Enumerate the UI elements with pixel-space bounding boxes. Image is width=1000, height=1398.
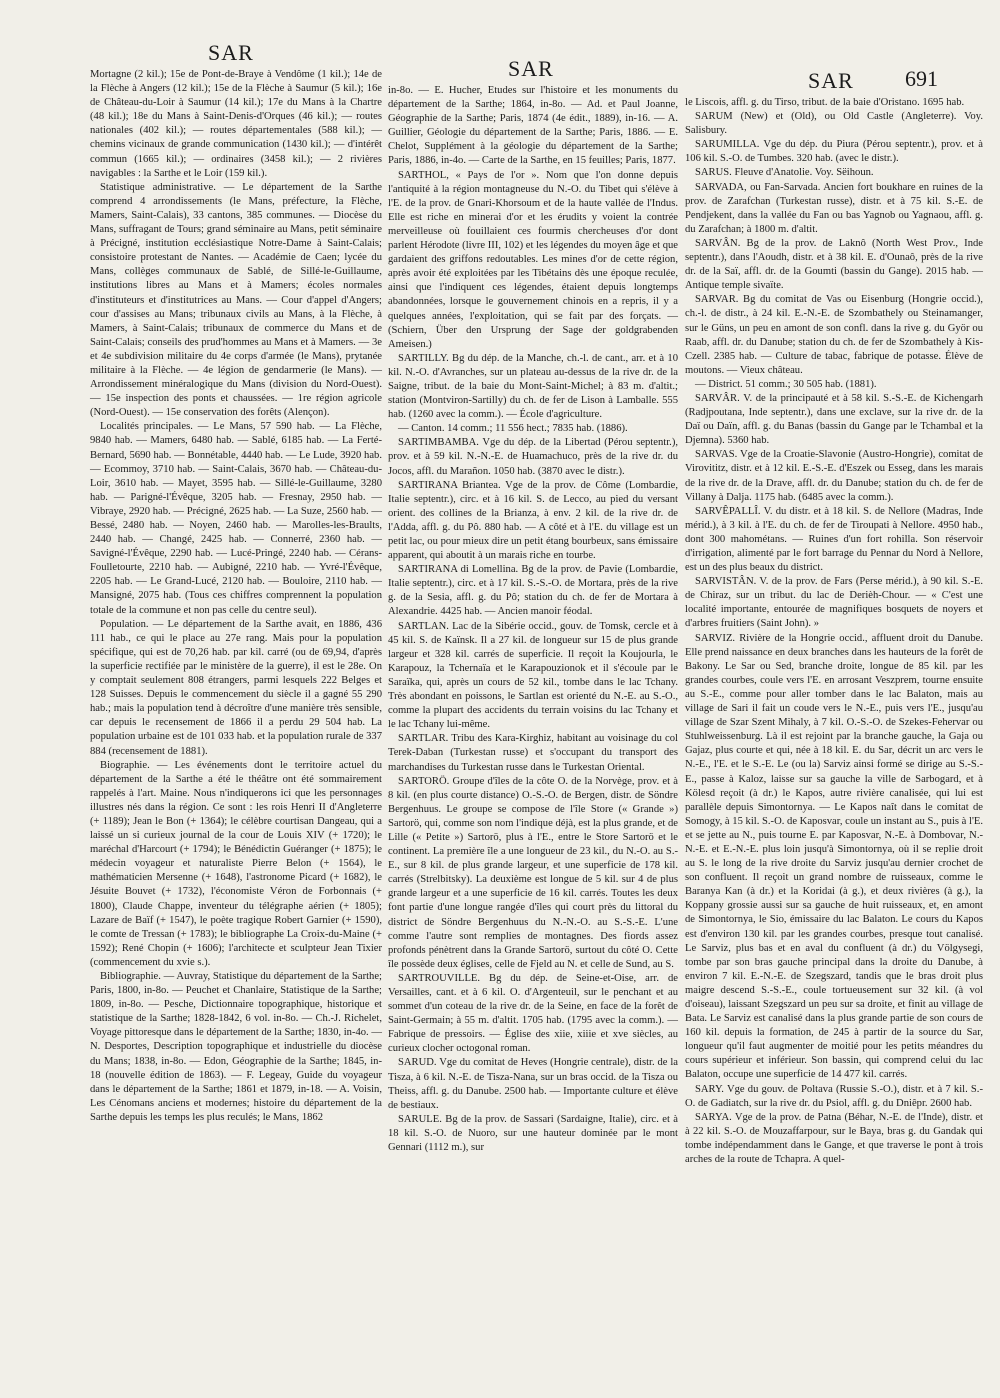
article-paragraph: SARVÂR. V. de la principauté et à 58 kil. S.-S.-E. de Kichengarh (Radjpoutana, Inde septentr.), dans une exclave, sur la rive dr. de la Daï ou Daïn, affl. g. du Banas (bassin du Gange par le Tchambal et la Djemna). 5360 hab. xyxy=(685,392,983,447)
article-paragraph: Statistique administrative. — Le département de la Sarthe comprend 4 arrondissements (le Mans, préfecture, la Flèche, Mamers, Saint-Calais), 33 cantons, 385 communes. — Diocèse du Mans, suffragant de Tours; grand séminaire au Mans, petit séminaire à Précigné, institution ecclésiastique Notre-Dame à Saint-Calais; consistoire protestant de Nantes. — Académie de Caen; lycée du Mans, collèges communaux de Sablé, de Sillé-le-Guillaume, institutions libres au Mans et à Mamers; écoles normales d'instituteurs et d'institutrices au Mans. — Cour d'appel d'Angers; cour d'assises au Mans; tribunaux civils au Mans, à la Flèche, à Mamers, à Saint-Calais; tribunaux de commerce du Mans et de Saint-Calais; conseils des prud'hommes au Mans et à Mamers. — 3e et 4e subdivision militaire du 4e corps d'armée (le Mans), prytanée militaire à la Flèche. — 4e légion de gendarmerie (le Mans). — Arrondissement minéralogique du Mans (division du Nord-Ouest). — 15e inspection des ponts et chaussées. — 1re région agricole (Nord-Ouest). — 15e conservation des forêts (Alençon). xyxy=(90,181,382,419)
article-paragraph: SARULE. Bg de la prov. de Sassari (Sardaigne, Italie), circ. et à 18 kil. S.-O. de Nuoro, sur une hauteur dominée par le mont Gennari (1112 m.), sur xyxy=(388,1113,678,1154)
article-paragraph: — Canton. 14 comm.; 11 556 hect.; 7835 hab. (1886). xyxy=(398,423,628,435)
article-paragraph: SARTLAR. Tribu des Kara-Kirghiz, habitant au voisinage du col Terek-Daban (Turkestan russe) et s'occupant du transport des marchandises du Turkestan russe dans le Turkestan Oriental. xyxy=(388,733,678,773)
center-running-head: SAR xyxy=(508,56,554,81)
article-paragraph: SARTORÖ. Groupe d'îles de la côte O. de la Norvège, prov. et à 8 kil. (en plus courte distance) O.-S.-O. de Bergen, distr. de Söndre Bergenhuus. Le groupe se compose de l'île Store (« Grande ») Sartorö, qui, comme son nom l'indique déjà, est la plus grande, et de Lille (« Petite ») Sartorö, plus à l'E., entre le Store Sartorö et le continent. La première île a une longueur de 23 kil., du N.-O. au S.-E., sur 8 kil. de plus grande largeur, et une superficie de 178 kil. carrés (Strelbitsky). La deuxième est longue de 5 kil. sur 4 de plus grande largeur et a une superficie de 16 kil. carrés. Toutes les deux font partie d'une longue rangée d'îles qui court près du littoral du district de Söndre Bergenhuus du N.-N.-O. au S.-S.-E. L'une comme l'autre sont remplies de montagnes. Des fiords assez profonds pénètrent dans la Grande Sartorö, surtout du côté O. Cette île possède deux églises, celle de Fjeld au N. et celle de Sund, au S. xyxy=(388,775,678,970)
article-paragraph: SARUM (New) et (Old), ou Old Castle (Angleterre). Voy. Salisbury. xyxy=(685,111,983,137)
article-paragraph: in-8o. — E. Hucher, Etudes sur l'histoire et les monuments du département de la Sarthe; 1864, in-8o. — Ad. et Paul Joanne, Géographie de la Sarthe; Paris, 1874 (4e édit., 1889), in-16. — A. Guillier, Géologie du département de la Sarthe; Paris, 1886. — E. Chelot, Supplément à la géologie du département de la Sarthe; Paris, 1886, in-4o. — Carte de la Sarthe, en 15 feuilles; Paris, 1877. xyxy=(388,85,678,167)
article-paragraph: SARVADA, ou Fan-Sarvada. Ancien fort boukhare en ruines de la prov. de Zarafchan (Turkestan russe), distr. et à 75 kil. S.-E. de Pendjekent, dans la vallée du Fan ou bas Yagnob ou Yagnaou, affl. g. du Zarafchan; à 1800 m. d'altit. xyxy=(685,181,983,235)
article-paragraph: SARVAS. Vge de la Croatie-Slavonie (Austro-Hongrie), comitat de Virovititz, distr. et à 12 kil. E.-S.-E. d'Eszek ou Esseg, dans les marais de la rive dr. de la Drave, affl. dr. du Danube; station du ch. de fer de Villany à Dalja. 1175 hab. (6485 avec la comm.). xyxy=(685,449,983,503)
text-column-2 xyxy=(388,84,678,1155)
article-paragraph: SARYA. Vge de la prov. de Patna (Béhar, N.-E. de l'Inde), distr. et à 22 kil. S.-O. de Mouzaffarpour, sur le Baya, bras g. du Gandak qui tombe indépendamment dans le Gange, et que traverse le pont à trois arches de la route de Tchapra. A quel- xyxy=(685,1111,983,1166)
article-paragraph: SARTLAN. Lac de la Sibérie occid., gouv. de Tomsk, cercle et à 45 kil. S. de Kaïnsk. Il a 27 kil. de longueur sur 15 de plus grande largeur et 328 kil. carrés de superficie. Il reçoit la Koujourla, le Karapouz, la Tchernaïa et le Karapouzionok et il s'écoule par le Saraïka, qui, après un cours de 52 kil., tombe dans le lac Tchany. Très abondant en poissons, le Sartlan est orienté du N.-E. au S.-O., comme la plupart des accidents du terrain voisins du lac Tchany et le lac Tchany lui-même. xyxy=(388,620,678,731)
article-paragraph: Mortagne (2 kil.); 15e de Pont-de-Braye à Vendôme (1 kil.); 14e de la Flèche à Angers (12 kil.); 15e de la Flèche à Saumur (5 kil.); 16e de Château-du-Loir à Saumur (14 kil.); 17e du Mans à la Chartre (48 kil.); 18e du Mans à Saint-Denis-d'Orques (46 kil.); — routes nationales (402 kil.); — routes départementales (588 kil.); — chemins vicinaux de grande communication (1430 kil.); — d'intérêt commun (1665 kil.); — ordinaires (3458 kil.); — 2 rivières navigables : la Sarthe et le Loir (159 kil.). xyxy=(90,69,382,179)
article-paragraph: SARTHOL, « Pays de l'or ». Nom que l'on donne depuis l'antiquité à la région montagneuse du N.-O. du Tibet qui s'élève à l'E. de la prov. de Gnari-Khorsoum et de la haute vallée de l'Indus. Elle est riche en minerai d'or et les érudits y voient la contrée merveilleuse où fouillaient ces fourmis chercheuses d'or dont parlent Hérodote (livre III, 102) et les légendes du moyen âge et que gardaient des griffons redoutables. Les mines d'or de cette région, après avoir été exploitées par les Tibétains dès une époque reculée, ainsi que l'indiquent ces légendes, étaient depuis longtemps abandonnées, lorsque le gouvernement chinois en a repris, il y a quelques années, l'exploitation, qui se fait par des forçats. — (Schiern, Über den Ursprung der Sage der goldgrabenden Ameisen.) xyxy=(388,169,678,350)
right-running-head: SAR xyxy=(808,68,854,93)
article-paragraph: SARTROUVILLE. Bg du dép. de Seine-et-Oise, arr. de Versailles, cant. et à 6 kil. O. d'Argenteuil, sur le penchant et au sommet d'un coteau de la rive dr. de la Seine, en face de la forêt de Saint-Germain; à 55 m. d'altit. 1705 hab. (1795 avec la comm.). — Fabrique de pressoirs. — Église des xiie, xiiie et xve siècles, au curieux clocher octogonal roman. xyxy=(388,972,678,1055)
article-paragraph: SARVISTÂN. V. de la prov. de Fars (Perse mérid.), à 90 kil. S.-E. de Chiraz, sur un tribut. du lac de Derièh-Chour. — « C'est une localité importante, entourée de magnifiques bosquets de noyers et d'arbres fruitiers (Saint John). » xyxy=(685,576,983,630)
article-paragraph: Biographie. — Les événements dont le territoire actuel du département de la Sarthe a été le théâtre ont été sommairement rappelés à l'art. Maine. Nous n'indiquerons ici que les personnages illustres nés dans la région. Ce sont : les rois Henri II d'Angleterre (+ 1189); Jean le Bon (+ 1364); le célèbre courtisan Dangeau, qui a laissé un si curieux journal de la cour de Louis XIV (+ 1720); le maréchal d'Harcourt (+ 1794); le Bénédictin Guéranger (+ 1875); le médecin voyageur et naturaliste Pierre Belon (+ 1564), le mathématicien Mersenne (+ 1648), l'astronome Picard (+ 1682), le Jésuite Bouvet (+ 1732), l'économiste Véron de Forbonnais (+ 1800), Claude Chappe, inventeur du télégraphe aérien (+ 1805); Lazare de Baïf (+ 1547), le poète tragique Robert Garnier (+ 1590), le comte de Tressan (+ 1783); le bibliographe La Croix-du-Maine (+ 1592); René Chopin (+ 1606); l'architecte et sculpteur Jean Tixier (commencement du xvie s.). xyxy=(90,759,382,968)
article-paragraph: SARVÂN. Bg de la prov. de Laknô (North West Prov., Inde septentr.), dans l'Aoudh, distr. et à 38 kil. E. d'Ounaô, près de la rive dr. de la Saï, affl. dr. de la Goumti (bassin du Gange). 2015 hab. — Antique temple sivaïte. xyxy=(685,237,983,292)
article-paragraph: Bibliographie. — Auvray, Statistique du département de la Sarthe; Paris, 1800, in-8o. — Peuchet et Chanlaire, Statistique de la Sarthe; 1809, in-8o. — Pesche, Dictionnaire topographique, historique et statistique de la Sarthe; 1828-1842, 6 vol. in-8o. — Ch.-J. Richelet, Voyage pittoresque dans le département de la Sarthe; 1830, in-4o. — N. Desportes, Description topographique et industrielle du diocèse du Mans; 1838, in-8o. — Edon, Géographie de la Sarthe; 1845, in-18 (nouvelle édition de 1863). — F. Legeay, Guide du voyageur dans le département de la Sarthe; 1861 et 1879, in-18. — A. Voisin, Les Cénomans anciens et modernes; histoire du département de la Sarthe depuis les temps les plus reculés; le Mans, 1862 xyxy=(90,971,382,1123)
article-paragraph: SARVIZ. Rivière de la Hongrie occid., affluent droit du Danube. Elle prend naissance en deux branches dans les hauteurs de la forêt de Bakony. Le Sar ou Sed, branche droite, longue de 85 kil. par les grandes courbes, coule vers l'E. en arrosant Veszprem, tourne ensuite au S.-E., comme pour aller tomber dans le lac Balaton, mais au village de Sari il fait un coude vers le N.-E., puis vers l'E., jusqu'au village de Szar Szent Mihaly, à 7 kil. O.-S.-O. de Szekes-Fehervar ou Stuhlweissenburg. Là il est rejoint par la branche gauche, la Gaja ou Gajaz, plus courte et qui, née à 18 kil. E. du Sar, décrit un arc vers le N.-E., l'E. et le S.-E. Le (ou la) Sarviz ainsi formé se dirige au S.-S.-E., passe à Kaloz, laisse sur sa gauche la ville de Sarbogard, et à Kölesd reçoit (à dr.) le Kapos, autre rivière canalisée, qui lui est parallèle depuis Simontornya. — Le Kapos naît dans le comitat de Somogy, à 15 kil. S.-O. de Kaposvar, coule un instant au S., puis à l'E. et se jette au N., puis tourne E. par Kaposvar, N.-E. à Dombovar, N.-N.-E. et E.-N.-E. plus loin jusqu'à Simontornya, où il se replie droit au S. le long de la rive droite du Sarviz jusqu'au dernier crochet de son confluent. Il reçoit un grand nombre de ruisseaux, comme le Baranya Kan (à dr.) et la Koridai (à g.), et deux rivières (à g.), la Koppany grossie aussi sur sa gauche de huit ruisseaux, et, en amont de Simontornya, le Sio, émissaire du lac Balaton. Le cours du Kapos est d'environ 130 kil. par les grandes courbes, presque tout canalisé. Le Sarviz, plus bas et en aval du confluent (à dr.) du Völgysegi, tombe par son bras gauche principal dans la droite du Danube, à environ 7 kil. E.-N.-E. de Szegszard, tandis que le bras droit plus maigre descend S.-S.-E., coule tortueusement sur 32 kil. (à vol d'oiseau), laissant Szegszard un peu sur sa droite, et finit au village de Bata. Le Sarviz est canalisé dans la plus grande partie de son cours de 160 kil. depuis la formation, de 245 à partir de la source du Sar, longueur qu'il faut augmenter de moitié pour les petits méandres du cours supérieur et inférieur. Son bassin, qui comprend celui du lac Balaton, occupe une superficie de 14 477 kil. carrés. xyxy=(685,632,983,1081)
article-paragraph: SARUS. Fleuve d'Anatolie. Voy. Sëihoun. xyxy=(695,167,874,179)
article-paragraph: SARUD. Vge du comitat de Heves (Hongrie centrale), distr. de la Tisza, à 6 kil. N.-E. de Tisza-Nana, sur un bras occid. de la Tisza ou Theiss, affl. g. du Danube. 2500 hab. — Importante culture et élève de bestiaux. xyxy=(388,1057,678,1111)
article-paragraph: Localités principales. — Le Mans, 57 590 hab. — La Flèche, 9840 hab. — Mamers, 6480 hab. — Sablé, 6185 hab. — La Ferté-Bernard, 5690 hab. — Bonnétable, 4440 hab. — Le Lude, 3920 hab. — Ecommoy, 3710 hab. — Saint-Calais, 3670 hab. — Château-du-Loir, 3610 hab. — Mayet, 3595 hab. — Sillé-le-Guillaume, 3280 hab. — Parigné-l'Évêque, 3205 hab. — Fresnay, 2950 hab. — Vibraye, 2920 hab. — Précigné, 2625 hab. — La Suze, 2560 hab. — Bessé, 2480 hab. — Noyen, 2460 hab. — Marolles-les-Braults, 2440 hab. — Changé, 2425 hab. — Connerré, 2360 hab. — Savigné-l'Évêque, 2290 hab. — Lucé-Pringé, 2240 hab. — Cérans-Foulletourte, 2210 hab. — Aubigné, 2210 hab. — Yvré-l'Évêque, 2205 hab. — Le Grand-Lucé, 2120 hab. — Bouloire, 2110 hab. — Mansigné, 2075 hab. (Tous ces chiffres comprennent la population totale de la commune et non pas celle du centre seul). xyxy=(90,421,382,616)
article-paragraph: SARVÊPALLÎ. V. du distr. et à 18 kil. S. de Nellore (Madras, Inde mérid.), à 3 kil. à l'E. du ch. de fer de Tiroupati à Nellore. 4950 hab., dont 300 mahométans. — Ruines d'un fort rohilla. Son réservoir d'irrigation, alimenté par le fort barrage du Pennar du Nord à Nellore, est un des plus beaux du district. xyxy=(685,505,983,574)
article-paragraph: — District. 51 comm.; 30 505 hab. (1881). xyxy=(695,378,877,390)
article-paragraph: SARTIRANA di Lomellina. Bg de la prov. de Pavie (Lombardie, Italie septentr.), circ. et à 17 kil. S.-S.-O. de Mortara, près de la rive g. de la Sesia, affl. g. du Pô; station du ch. de fer de Mortara à Alexandrie. 4425 hab. — Ancien manoir féodal. xyxy=(388,564,678,618)
article-paragraph: SARTIMBAMBA. Vge du dép. de la Libertad (Pérou septentr.), prov. et à 59 kil. N.-N.-E. de Huamachuco, près de la rive dr. du Jocos, affl. du Marañon. 1050 hab. (3870 avec le distr.). xyxy=(388,437,678,477)
article-paragraph: SARUMILLA. Vge du dép. du Piura (Pérou septentr.), prov. et à 106 kil. S.-O. de Tumbes. 320 hab. (avec le distr.). xyxy=(685,139,983,165)
article-paragraph: SARY. Vge du gouv. de Poltava (Russie S.-O.), distr. et à 7 kil. S.-O. de Gadiatch, sur la rive dr. du Psiol, affl. g. du Dniêpr. 2600 hab. xyxy=(685,1083,983,1109)
page-number: 691 xyxy=(905,66,938,91)
article-paragraph: le Liscois, affl. g. du Tirso, tribut. de la baie d'Oristano. 1695 hab. xyxy=(685,97,965,108)
article-paragraph: SARTILLY. Bg du dép. de la Manche, ch.-l. de cant., arr. et à 10 kil. N.-O. d'Avranches, sur un plateau au-dessus de la rive dr. de la Saigne, tribut. de la baie du Mont-Saint-Michel; à 83 m. d'altit.; station (Montviron-Sartilly) du ch. de fer de Lison à Lamballe. 555 hab. (1260 avec la comm.). — École d'agriculture. xyxy=(388,352,678,421)
article-paragraph: SARVAR. Bg du comitat de Vas ou Eisenburg (Hongrie occid.), ch.-l. de distr., à 24 kil. E.-N.-E. de Szombathely ou Steinamanger, sur le Güns, un peu en amont de son confl. dans la rive g. du Györ ou Raab, affl. dr. du Danube; station du ch. de fer de Szombathely à Kis-Czell. 2385 hab. — Culture de tabac, fabrique de potasse. Élève de moutons. — Vieux château. xyxy=(685,294,983,376)
article-paragraph: Population. — Le département de la Sarthe avait, en 1886, 436 111 hab., ce qui le place au 27e rang. Mais pour la population spécifique, qui est de 70,26 hab. par kil. carré (ou de 69,94, d'après la superficie rectifiée par le ministère de la guerre), il est le 28e. On y comptait seulement 808 étrangers, parmi lesquels 222 Belges et 128 Suisses. Depuis le commencement du siècle il a gagné 55 290 hab.; mais la population tend à décroître d'une manière très sensible, car depuis le recensement de 1866 il a perdu 29 504 hab. La population urbaine est de 101 033 hab. et la population rurale de 337 884 (recensement de 1881). xyxy=(90,618,382,757)
left-running-head: SAR xyxy=(208,40,254,65)
text-column-3 xyxy=(685,96,983,1167)
text-column-1 xyxy=(90,68,382,1125)
article-paragraph: SARTIRANA Briantea. Vge de la prov. de Côme (Lombardie, Italie septentr.), circ. et à 16 kil. S. de Lecco, au pied du versant orient. des collines de la Brianza, à env. 2 kil. de la rive dr. de l'Adda, affl. g. du Pô. 880 hab. — A côté et à l'E. du village est un petit lac, ou pour mieux dire un petit étang bourbeux, sans émissaire apparent, qui aboutit à un marais riche en tourbe. xyxy=(388,479,678,562)
